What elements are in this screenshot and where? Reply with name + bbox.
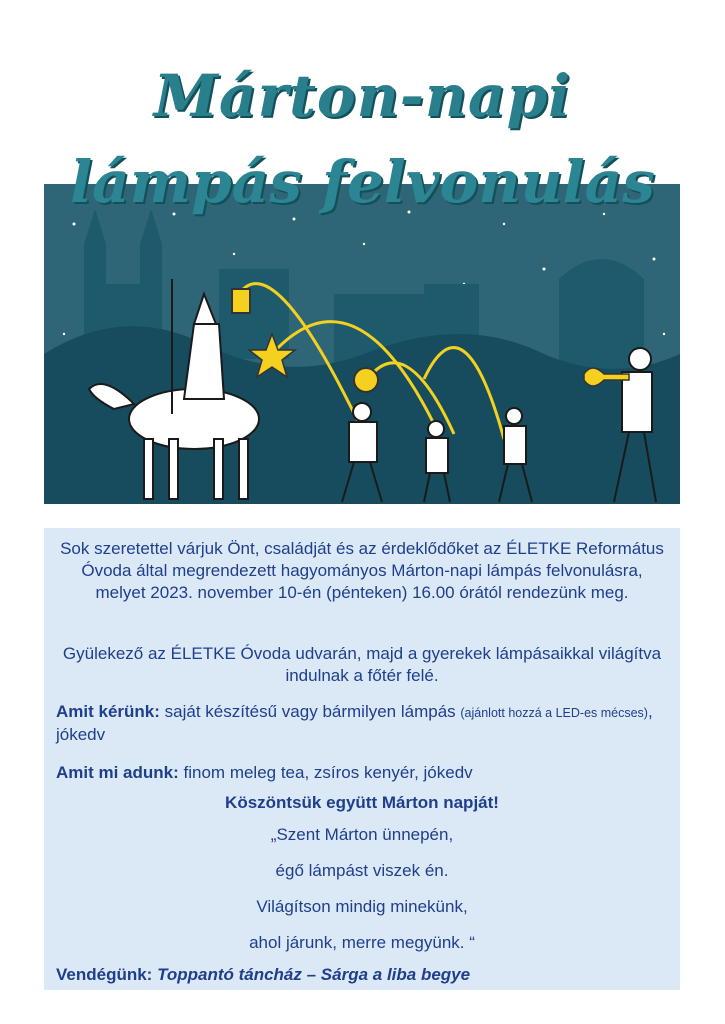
title-line-1: Márton-napi bbox=[153, 62, 572, 130]
give-label: Amit mi adunk: bbox=[56, 763, 179, 782]
gathering-paragraph: Gyülekező az ÉLETKE Óvoda udvarán, majd a gyerekek lámpásaikkal világítva indulnak a főtér felé. bbox=[62, 644, 662, 685]
greeting: Köszöntsük együtt Márton napját! bbox=[225, 793, 499, 812]
poem-line-4: ahol járunk, merre megyünk. “ bbox=[249, 933, 475, 952]
poem-line-3: Világítson mindig minekünk, bbox=[256, 897, 468, 916]
request-tail: , jókedv bbox=[56, 702, 653, 744]
info-textbox bbox=[44, 528, 680, 990]
poem-line-1: „Szent Márton ünnepén, bbox=[270, 825, 454, 844]
poem-line-2: égő lámpást viszek én. bbox=[275, 861, 449, 880]
lantern-procession-illustration bbox=[44, 184, 680, 522]
request-text: saját készítésű vagy bármilyen lámpás bbox=[159, 702, 461, 721]
request-label: Amit kérünk: bbox=[56, 702, 160, 721]
guest-label: Vendégünk: bbox=[56, 965, 153, 984]
give-line bbox=[56, 762, 668, 784]
invitation-paragraph: Sok szeretettel várjuk Önt, családját és az érdeklődőket az ÉLETKE Református Óvoda által megrendezett hagyományos Márton-napi lámpás felvonulásra, melyet 2023. november 10-én (pénteken) 16.00 órától rendezünk meg. bbox=[60, 539, 664, 602]
request-line bbox=[56, 701, 668, 746]
square-lantern bbox=[232, 289, 250, 313]
title-line-2: lámpás felvonulás bbox=[70, 148, 655, 216]
give-text: finom meleg tea, zsíros kenyér, jókedv bbox=[178, 763, 473, 782]
request-note: (ajánlott hozzá a LED-es mécses) bbox=[460, 706, 648, 720]
guest-text: Toppantó táncház – Sárga a liba begye bbox=[152, 965, 471, 984]
guest-line bbox=[56, 964, 668, 986]
round-lantern bbox=[354, 368, 378, 392]
